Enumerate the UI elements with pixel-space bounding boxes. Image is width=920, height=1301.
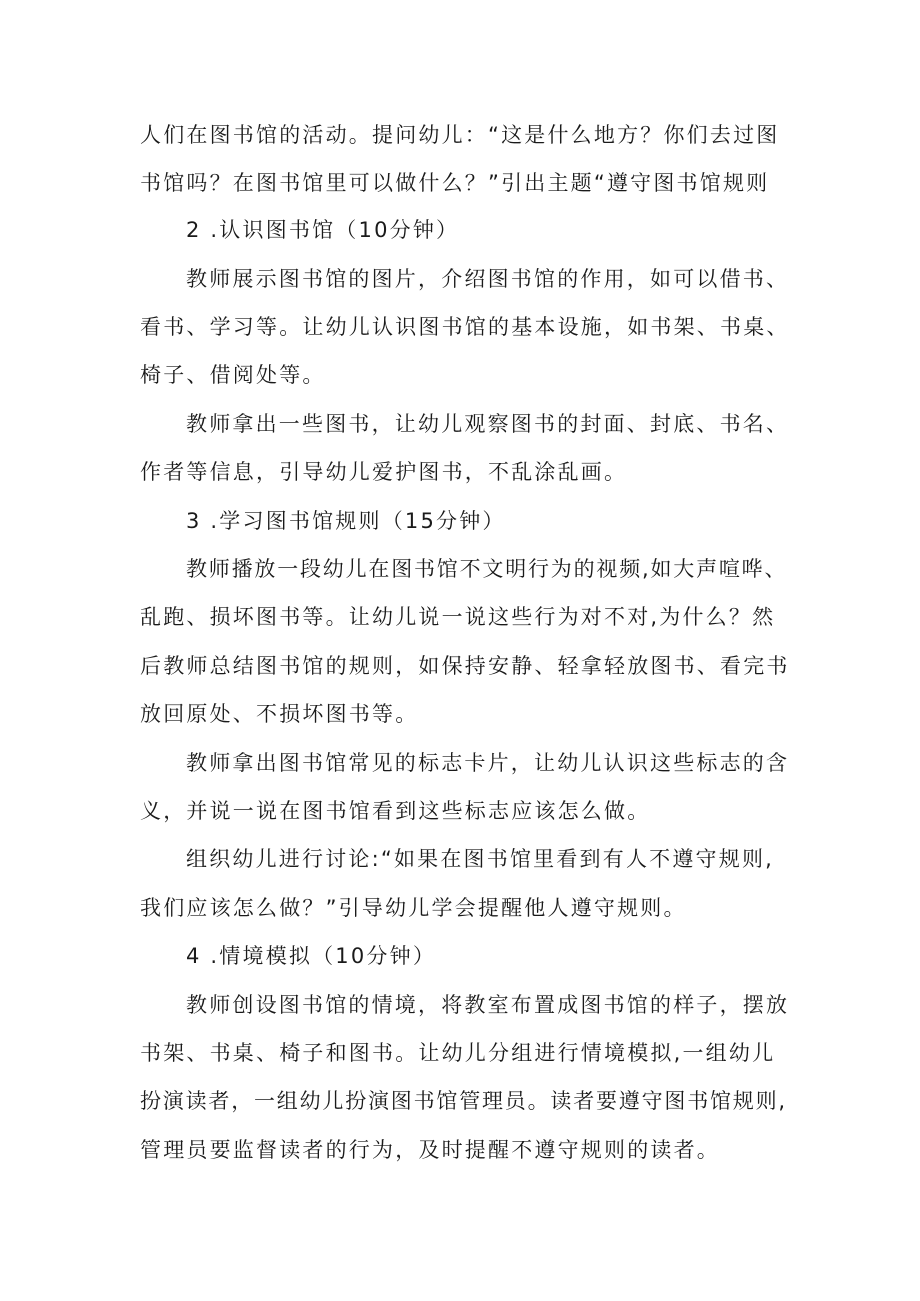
body-text-line: 看书、学习等。让幼儿认识图书馆的基本设施，如书架、书桌、 [140,315,790,339]
paragraph-first-line: 教师展示图书馆的图片，介绍图书馆的作用，如可以借书、 [186,267,790,291]
body-text-line: 人们在图书馆的活动。提问幼儿：“这是什么地方？你们去过图 [140,123,780,147]
section-heading: 2 .认识图书馆（10分钟） [186,218,460,242]
body-text-line: 义，并说一说在图书馆看到这些标志应该怎么做。 [140,799,651,823]
paragraph-first-line: 组织幼儿进行讨论:“如果在图书馆里看到有人不遵守规则, [186,847,775,871]
body-text-line: 书馆吗？在图书馆里可以做什么？”引出主题“遵守图书馆规则 [140,171,770,195]
body-text-line: 扮演读者，一组幼儿扮演图书馆管理员。读者要遵守图书馆规则, [140,1089,787,1113]
body-text-line: 后教师总结图书馆的规则，如保持安静、轻拿轻放图书、看完书 [140,654,790,678]
body-text-line: 放回原处、不损坏图书等。 [140,702,419,726]
paragraph-first-line: 教师拿出一些图书，让幼儿观察图书的封面、封底、书名、 [186,412,790,436]
body-text-line: 作者等信息，引导幼儿爱护图书，不乱涂乱画。 [140,460,628,484]
paragraph-first-line: 教师拿出图书馆常见的标志卡片，让幼儿认识这些标志的含 [186,751,790,775]
body-text-line: 我们应该怎么做？”引导幼儿学会提醒他人遵守规则。 [140,896,687,920]
body-text-line: 乱跑、损坏图书等。让幼儿说一说这些行为对不对,为什么？然 [140,605,776,629]
paragraph-first-line: 教师创设图书馆的情境，将教室布置成图书馆的样子，摆放 [186,993,790,1017]
section-heading: 3 .学习图书馆规则（15分钟） [186,509,506,533]
body-text-line: 椅子、借阅处等。 [140,363,326,387]
body-text-line: 书架、书桌、椅子和图书。让幼儿分组进行情境模拟,一组幼儿 [140,1041,776,1065]
paragraph-first-line: 教师播放一段幼儿在图书馆不文明行为的视频,如大声喧哗、 [186,557,788,581]
section-heading: 4 .情境模拟（10分钟） [186,944,437,968]
body-text-line: 管理员要监督读者的行为，及时提醒不遵守规则的读者。 [140,1138,720,1162]
